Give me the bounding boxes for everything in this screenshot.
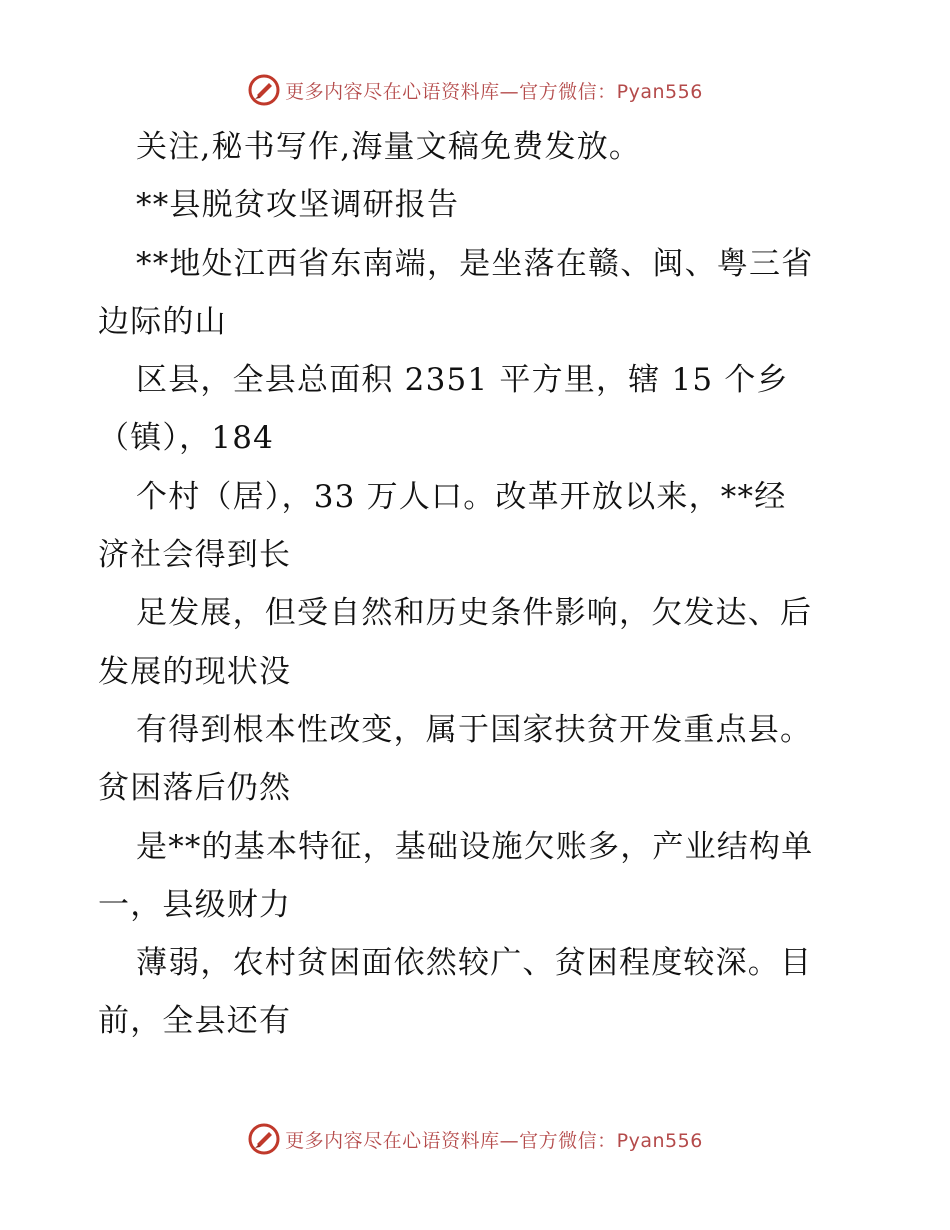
footer-watermark-text: 更多内容尽在心语资料库—官方微信：Pyan556 [285, 1129, 703, 1152]
text-line: 贫困落后仍然 [98, 770, 292, 807]
text-line: 发展的现状没 [98, 653, 292, 690]
text-line: 有得到根本性改变，属于国家扶贫开发重点县。 [136, 711, 813, 748]
brand-logo-icon [247, 1122, 281, 1156]
text-line: 是**的基本特征，基础设施欠账多，产业结构单 [136, 828, 814, 865]
text-line: （镇），184 [98, 420, 275, 457]
header-watermark-banner [0, 70, 950, 110]
text-line: 足发展，但受自然和历史条件影响，欠发达、后 [136, 595, 813, 632]
footer-watermark-banner [0, 1119, 950, 1159]
text-line: 薄弱，农村贫困面依然较广、贫困程度较深。目 [136, 945, 813, 982]
text-line: 前，全县还有 [98, 1003, 292, 1040]
text-line: 区县，全县总面积 2351 平方里，辖 15 个乡 [136, 362, 789, 399]
text-line: 关注,秘书写作,海量文稿免费发放。 [136, 129, 642, 165]
text-line: 边际的山 [98, 303, 227, 340]
document-body [98, 118, 858, 1051]
text-line: **地处江西省东南端，是坐落在赣、闽、粤三省 [136, 245, 814, 282]
brand-logo-icon [247, 73, 281, 107]
text-line: 个村（居），33 万人口。改革开放以来，**经 [136, 478, 787, 515]
header-watermark-text: 更多内容尽在心语资料库—官方微信：Pyan556 [285, 80, 703, 103]
text-line: 一，县级财力 [98, 886, 292, 923]
text-line: 济社会得到长 [98, 537, 292, 574]
text-line: **县脱贫攻坚调研报告 [136, 187, 460, 224]
